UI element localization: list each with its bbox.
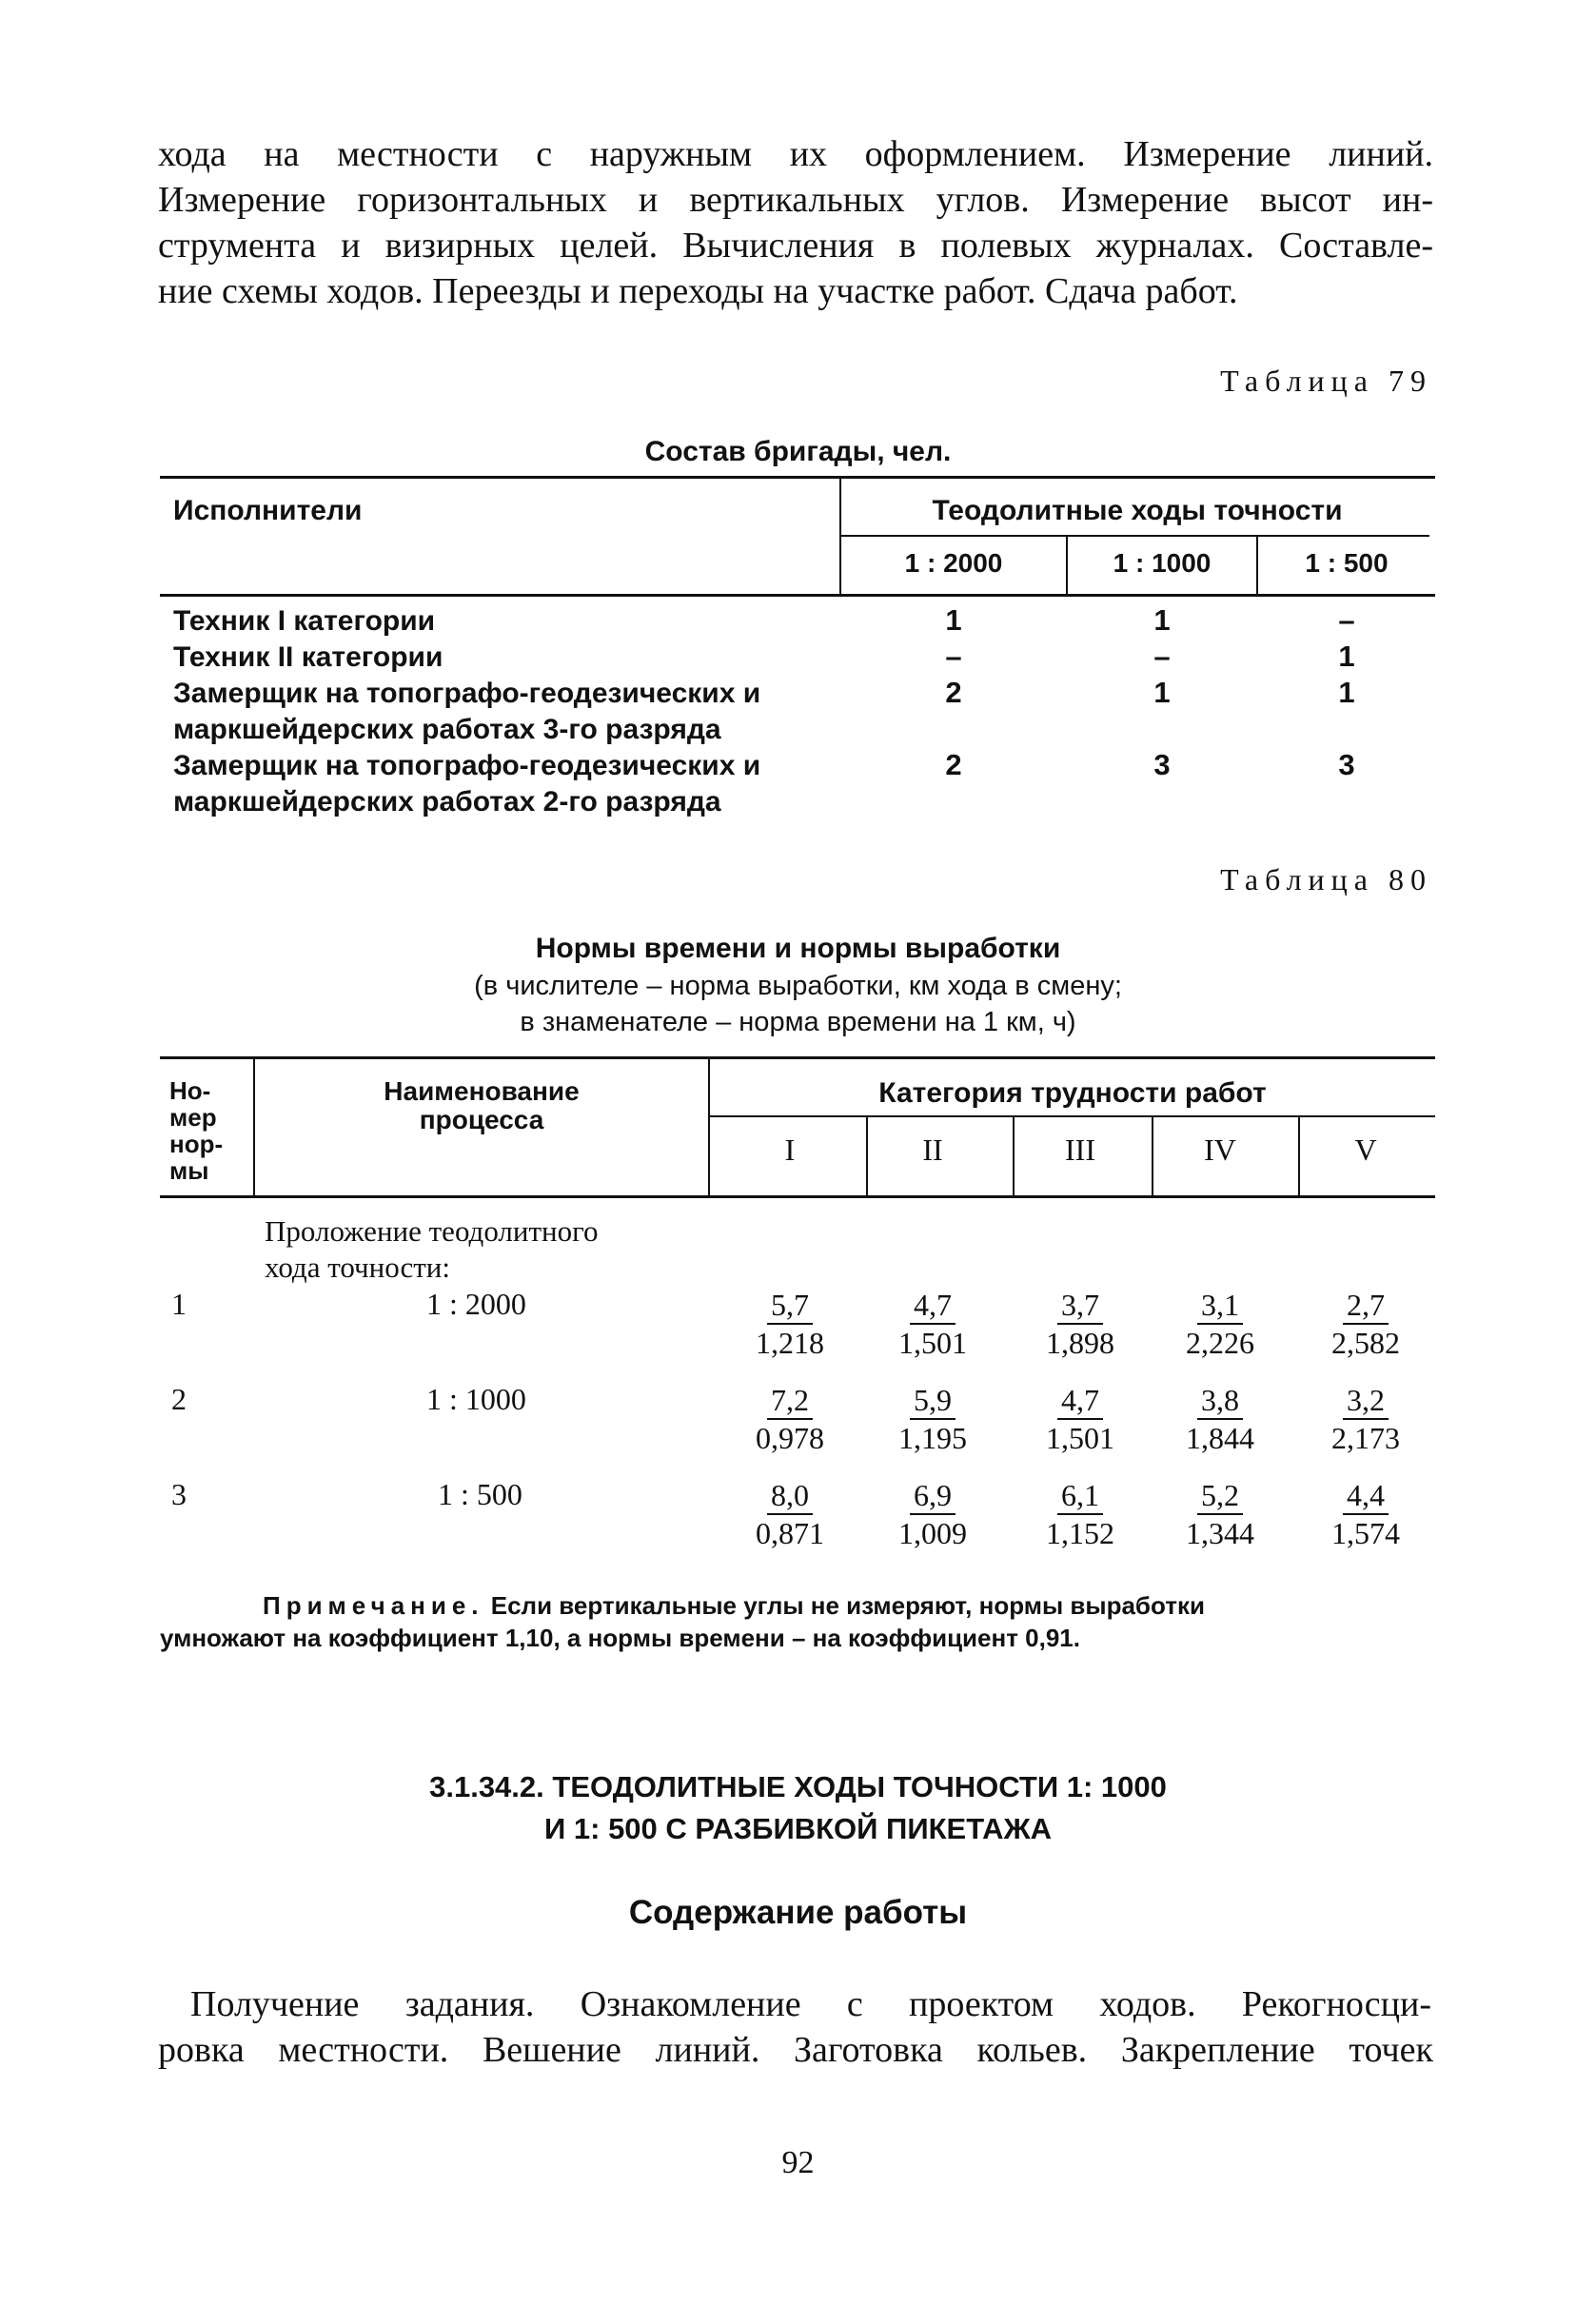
header-bottom-rule: [160, 1195, 1435, 1198]
norm-time: 1,501: [1046, 1421, 1114, 1455]
column-header: IV: [1204, 1133, 1236, 1167]
header-process: [255, 1077, 708, 1134]
process-name: 1 : 1000: [426, 1382, 526, 1416]
header-performers: Исполнители: [173, 495, 363, 526]
header-number: [169, 1077, 223, 1184]
header-group: Теодолитные ходы точности: [932, 495, 1343, 526]
norm-value: [1163, 1477, 1277, 1551]
column-divider: [1298, 1115, 1300, 1197]
norm-value: [1309, 1287, 1423, 1361]
norm-output: 6,9: [910, 1477, 956, 1515]
section-heading: 3.1.34.2. ТЕОДОЛИТНЫЕ ХОДЫ ТОЧНОСТИ 1: 1000: [429, 1770, 1167, 1803]
norm-output: 6,1: [1057, 1477, 1103, 1515]
intro-line: Измерение горизонтальных и вертикальных углов. Измерение высот ин-: [158, 180, 1433, 220]
table80-subtitle: в знаменателе – норма времени на 1 км, ч): [520, 1007, 1076, 1037]
norm-time: 1,344: [1186, 1516, 1254, 1550]
table-row-label: Замерщик на топографо-геодезических и: [173, 678, 761, 709]
norm-time: 0,978: [756, 1421, 824, 1455]
header-process-part: Наименование: [384, 1076, 580, 1106]
table80-note: [263, 1591, 1205, 1621]
table-row-label: Замерщик на топографо-геодезических и: [173, 750, 761, 781]
norm-time: 1,574: [1331, 1516, 1400, 1550]
norm-output: 5,9: [910, 1382, 956, 1420]
header-number-part: мы: [169, 1156, 209, 1185]
group-label: хода точности:: [265, 1251, 451, 1284]
table-row-label: Техник I категории: [173, 605, 436, 637]
norm-time: 2,173: [1331, 1421, 1400, 1455]
table-top-rule: [160, 1056, 1435, 1059]
header-number-part: Но-: [169, 1076, 211, 1105]
norm-number: 3: [171, 1477, 187, 1511]
table-top-rule: [160, 476, 1435, 479]
norm-time: 1,218: [756, 1326, 824, 1360]
group-label: Проложение теодолитного: [265, 1214, 599, 1248]
norm-value: [733, 1287, 847, 1361]
column-header: I: [784, 1133, 796, 1167]
section-subheading: Содержание работы: [628, 1894, 968, 1931]
norm-value: [1023, 1477, 1137, 1551]
norm-number: 1: [171, 1287, 187, 1321]
norm-time: 1,195: [898, 1421, 967, 1455]
norm-time: 1,009: [898, 1516, 967, 1550]
norm-number: 2: [171, 1382, 187, 1416]
norm-time: 1,898: [1046, 1326, 1114, 1360]
header-number-part: нор-: [169, 1130, 224, 1158]
norm-time: 2,582: [1331, 1326, 1400, 1360]
norm-time: 0,871: [756, 1516, 824, 1550]
table-cell: 1: [1338, 640, 1355, 673]
section-paragraph: [158, 2027, 1433, 2073]
norm-value: [876, 1287, 990, 1361]
norm-output: 8,0: [767, 1477, 813, 1515]
norm-output: 5,2: [1197, 1477, 1243, 1515]
norm-output: 3,2: [1343, 1382, 1389, 1420]
header-number-part: мер: [169, 1103, 217, 1132]
norm-output: 7,2: [767, 1382, 813, 1420]
intro-line: струмента и визирных целей. Вычисления в полевых журналах. Составле-: [158, 226, 1433, 266]
section-line: Получение задания. Ознакомление с проектом ходов. Рекогносци-: [190, 1984, 1431, 2024]
column-header: V: [1354, 1133, 1377, 1167]
column-header: II: [922, 1133, 943, 1167]
table-cell: –: [1338, 603, 1355, 637]
norm-time: 2,226: [1186, 1326, 1254, 1360]
intro-paragraph: [158, 131, 1433, 314]
table-row-label: Техник II категории: [173, 641, 443, 673]
table-cell: 1: [1338, 676, 1355, 709]
norm-value: [733, 1477, 847, 1551]
table-cell: 3: [1153, 748, 1171, 781]
table80-caption: Таблица 80: [1220, 862, 1432, 896]
header-group: Категория трудности работ: [878, 1077, 1267, 1109]
table80-title: Нормы времени и нормы выработки: [535, 933, 1061, 964]
column-header: III: [1065, 1133, 1095, 1167]
norm-time: 1,501: [898, 1326, 967, 1360]
table-cell: 1: [1153, 676, 1171, 709]
norm-value: [733, 1382, 847, 1456]
intro-line: хода на местности с наружным их оформлением. Измерение линий.: [158, 134, 1433, 174]
column-divider: [1013, 1115, 1015, 1197]
norm-output: 3,8: [1197, 1382, 1243, 1420]
norm-time: 1,844: [1186, 1421, 1254, 1455]
norm-time: 1,152: [1046, 1516, 1114, 1550]
table-cell: 1: [945, 603, 962, 637]
norm-value: [1163, 1382, 1277, 1456]
note-text: Если вертикальные углы не измеряют, нормы выработки: [483, 1591, 1205, 1620]
page-number: 92: [781, 2145, 815, 2180]
norm-value: [876, 1477, 990, 1551]
norm-value: [1309, 1382, 1423, 1456]
section-heading: И 1: 500 С РАЗБИВКОЙ ПИКЕТАЖА: [544, 1812, 1052, 1845]
norm-output: 4,4: [1343, 1477, 1389, 1515]
column-header: 1 : 1000: [1113, 548, 1212, 578]
section-line: ровка местности. Вешение линий. Заготовка кольев. Закрепление точек: [158, 2030, 1433, 2070]
table-cell: 1: [1153, 603, 1171, 637]
norm-output: 3,7: [1057, 1287, 1103, 1325]
header-bottom-rule: [160, 594, 1435, 597]
table-row-label: маркшейдерских работах 3-го разряда: [173, 714, 721, 745]
header-process-part: процесса: [419, 1105, 544, 1134]
table-cell: 2: [945, 676, 962, 709]
norm-value: [1163, 1287, 1277, 1361]
subheader-rule: [839, 535, 1429, 537]
table-cell: 2: [945, 748, 962, 781]
table-cell: 3: [1338, 748, 1355, 781]
norm-value: [876, 1382, 990, 1456]
column-divider: [866, 1115, 868, 1197]
norm-output: 4,7: [910, 1287, 956, 1325]
table-row-label: маркшейдерских работах 2-го разряда: [173, 786, 721, 818]
norm-value: [1023, 1382, 1137, 1456]
norm-output: 5,7: [767, 1287, 813, 1325]
norm-output: 3,1: [1197, 1287, 1243, 1325]
column-divider: [1152, 1115, 1153, 1197]
process-name: 1 : 2000: [426, 1287, 526, 1321]
table80-subtitle: (в числителе – норма выработки, км хода в смену;: [474, 971, 1122, 1001]
table-cell: –: [1153, 640, 1171, 673]
table-cell: –: [945, 640, 962, 673]
column-header: 1 : 2000: [904, 548, 1003, 578]
table79-title: Состав бригады, чел.: [644, 436, 952, 467]
norm-output: 2,7: [1343, 1287, 1389, 1325]
process-name: 1 : 500: [438, 1477, 522, 1511]
norm-output: 4,7: [1057, 1382, 1103, 1420]
table79-caption: Таблица 79: [1220, 364, 1432, 398]
subheader-rule: [710, 1115, 1435, 1117]
table80-note-line: умножают на коэффициент 1,10, а нормы времени – на коэффициент 0,91.: [160, 1624, 1080, 1652]
column-header: 1 : 500: [1305, 548, 1389, 578]
section-paragraph: [190, 1981, 1431, 2027]
note-label: Примечание.: [263, 1591, 484, 1620]
norm-value: [1309, 1477, 1423, 1551]
intro-line: ние схемы ходов. Переезды и переходы на участке работ. Сдача работ.: [158, 271, 1238, 311]
norm-value: [1023, 1287, 1137, 1361]
